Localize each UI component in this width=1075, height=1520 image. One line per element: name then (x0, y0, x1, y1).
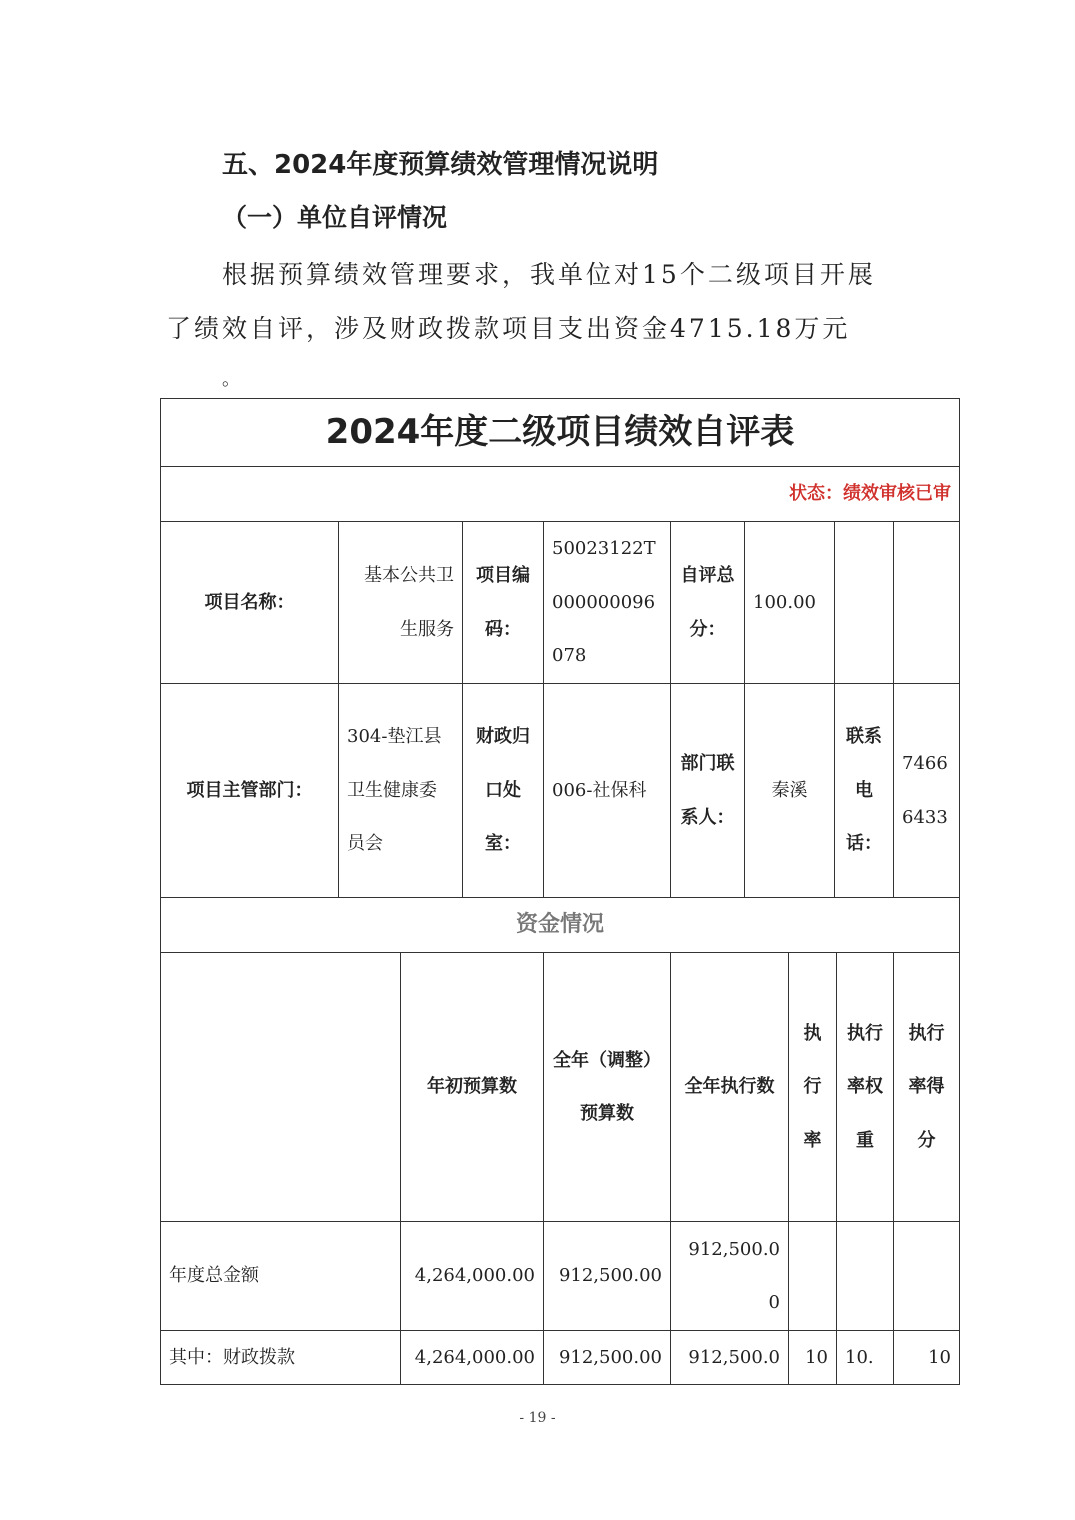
project-name-label: 项目名称： (160, 521, 339, 684)
subsection-heading: （一）单位自评情况 (222, 203, 448, 232)
project-name: 基本公共卫生服务 (338, 521, 463, 684)
table-cell: 912,500.00 (670, 1221, 789, 1331)
header-cell: 全年执行数 (670, 952, 789, 1222)
dept: 304-垫江县卫生健康委员会 (338, 683, 463, 898)
table-cell (893, 1221, 960, 1331)
header-cell: 执行率得分 (893, 952, 960, 1222)
paragraph-line: 了绩效自评，涉及财政拨款项目支出资金4715.18万元 (166, 314, 851, 343)
header-cell: 执行率 (788, 952, 837, 1222)
project-code: 50023122T000000096078 (543, 521, 671, 684)
score-label: 自评总分： (670, 521, 745, 684)
phone: 74666433 (893, 683, 960, 898)
contact-label: 部门联系人： (670, 683, 745, 898)
table-title: 2024年度二级项目绩效自评表 (160, 398, 960, 467)
funds-section-title: 资金情况 (160, 897, 960, 953)
table-cell: 912,500.00 (543, 1221, 671, 1331)
office: 006-社保科 (543, 683, 671, 898)
dept-label: 项目主管部门： (160, 683, 339, 898)
table-cell: 4,264,000.00 (400, 1330, 544, 1385)
table-cell: 912,500.00 (543, 1330, 671, 1385)
section-heading: 五、2024年度预算绩效管理情况说明 (222, 150, 659, 180)
contact: 秦溪 (744, 683, 835, 898)
table-cell: 10 (788, 1330, 837, 1385)
table-cell: 4,264,000.00 (400, 1221, 544, 1331)
empty-cell (834, 521, 894, 684)
table-cell: 其中：财政拨款 (160, 1330, 401, 1385)
table-cell: 10 (893, 1330, 960, 1385)
score-value: 100.00 (744, 521, 835, 684)
table-cell: 10. (836, 1330, 894, 1385)
page-number: - 19 - (519, 1410, 556, 1426)
table-cell (788, 1221, 837, 1331)
table-cell: 年度总金额 (160, 1221, 401, 1331)
header-cell: 执行率权重 (836, 952, 894, 1222)
phone-label: 联系电话： (834, 683, 894, 898)
office-label: 财政归口处室： (462, 683, 544, 898)
paragraph-line: 根据预算绩效管理要求，我单位对15个二级项目开展 (222, 260, 876, 289)
header-cell: 年初预算数 (400, 952, 544, 1222)
table-cell: 912,500.0 (670, 1330, 789, 1385)
project-code-label: 项目编码： (462, 521, 544, 684)
header-cell: 全年（调整）预算数 (543, 952, 671, 1222)
paragraph-end: 。 (222, 369, 243, 390)
table-cell (836, 1221, 894, 1331)
empty-cell (893, 521, 960, 684)
status-badge: 状态：绩效审核已审 (160, 466, 960, 522)
header-cell (160, 952, 401, 1222)
